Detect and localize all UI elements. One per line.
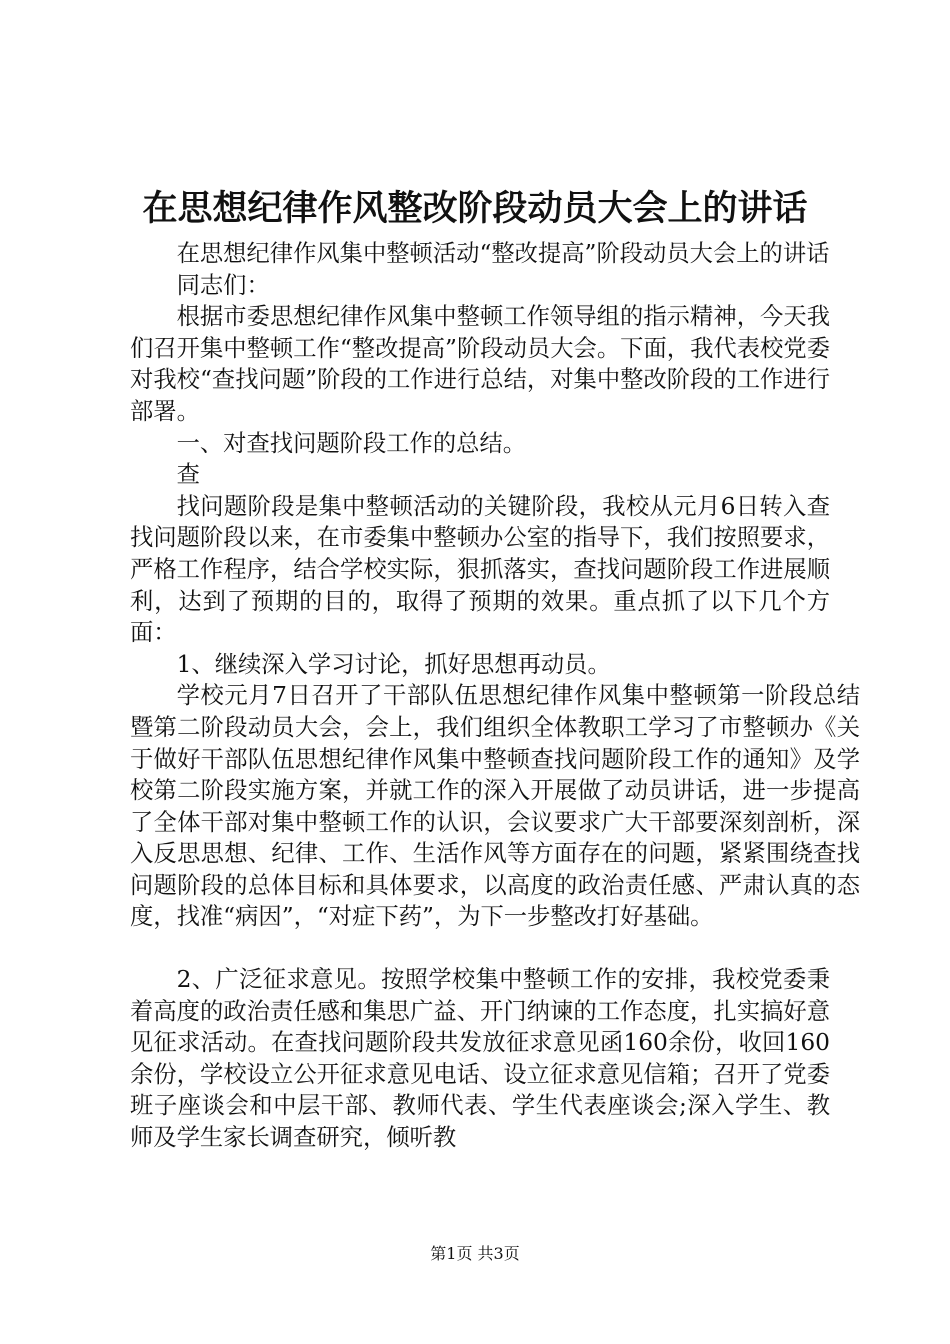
page-footer: 第1页 共3页 xyxy=(430,1244,520,1263)
paragraph-salutation: 同志们： xyxy=(176,271,270,299)
paragraph-intro: 根据市委思想纪律作风集中整顿工作领导组的指示精神，今天我们召开集中整顿工作“整改提高”阶段动员大会。下面，我代表校党委对我校“查找问题”阶段的工作进行总结，对集中整改阶段的工作进行部署。 xyxy=(130,303,830,425)
document-title: 在思想纪律作风整改阶段动员大会上的讲话 xyxy=(142,188,808,229)
paragraph-fragment: 查 xyxy=(176,461,200,489)
document-body xyxy=(130,238,860,1154)
paragraph-opinions: 2、广泛征求意见。按照学校集中整顿工作的安排，我校党委秉着高度的政治责任感和集思广益、开门纳谏的工作态度，扎实搞好意见征求活动。在查找问题阶段共发放征求意见函160余份，收回160余份，学校设立公开征求意见电话、设立征求意见信箱；召开了党委班子座谈会和中层干部、教师代表、学生代表座谈会;深入学生、教师及学生家长调查研究，倾听教 xyxy=(130,966,830,1152)
paragraph-subtitle: 在思想纪律作风集中整顿活动“整改提高”阶段动员大会上的讲话 xyxy=(176,240,830,267)
paragraph-study: 学校元月7日召开了干部队伍思想纪律作风集中整顿第一阶段总结暨第二阶段动员大会，会上，我们组织全体教职工学习了市整顿办《关于做好干部队伍思想纪律作风集中整顿查找问题阶段工作的通知》及学校第二阶段实施方案，并就工作的深入开展做了动员讲话，进一步提高了全体干部对集中整顿工作的认识，会议要求广大干部要深刻剖析，深入反思思想、纪律、工作、生活作风等方面存在的问题，紧紧围绕查找问题阶段的总体目标和具体要求，以高度的政治责任感、严肃认真的态度，找准“病因”，“对症下药”，为下一步整改打好基础。 xyxy=(130,682,860,931)
paragraph-summary: 找问题阶段是集中整顿活动的关键阶段，我校从元月6日转入查找问题阶段以来，在市委集中整顿办公室的指导下，我们按照要求，严格工作程序，结合学校实际，狠抓落实，查找问题阶段工作进展顺利，达到了预期的目的，取得了预期的效果。重点抓了以下几个方面： xyxy=(130,492,830,647)
section-heading-1: 一、对查找问题阶段工作的总结。 xyxy=(176,429,527,457)
subsection-heading-1: 1、继续深入学习讨论，抓好思想再动员。 xyxy=(176,650,611,678)
